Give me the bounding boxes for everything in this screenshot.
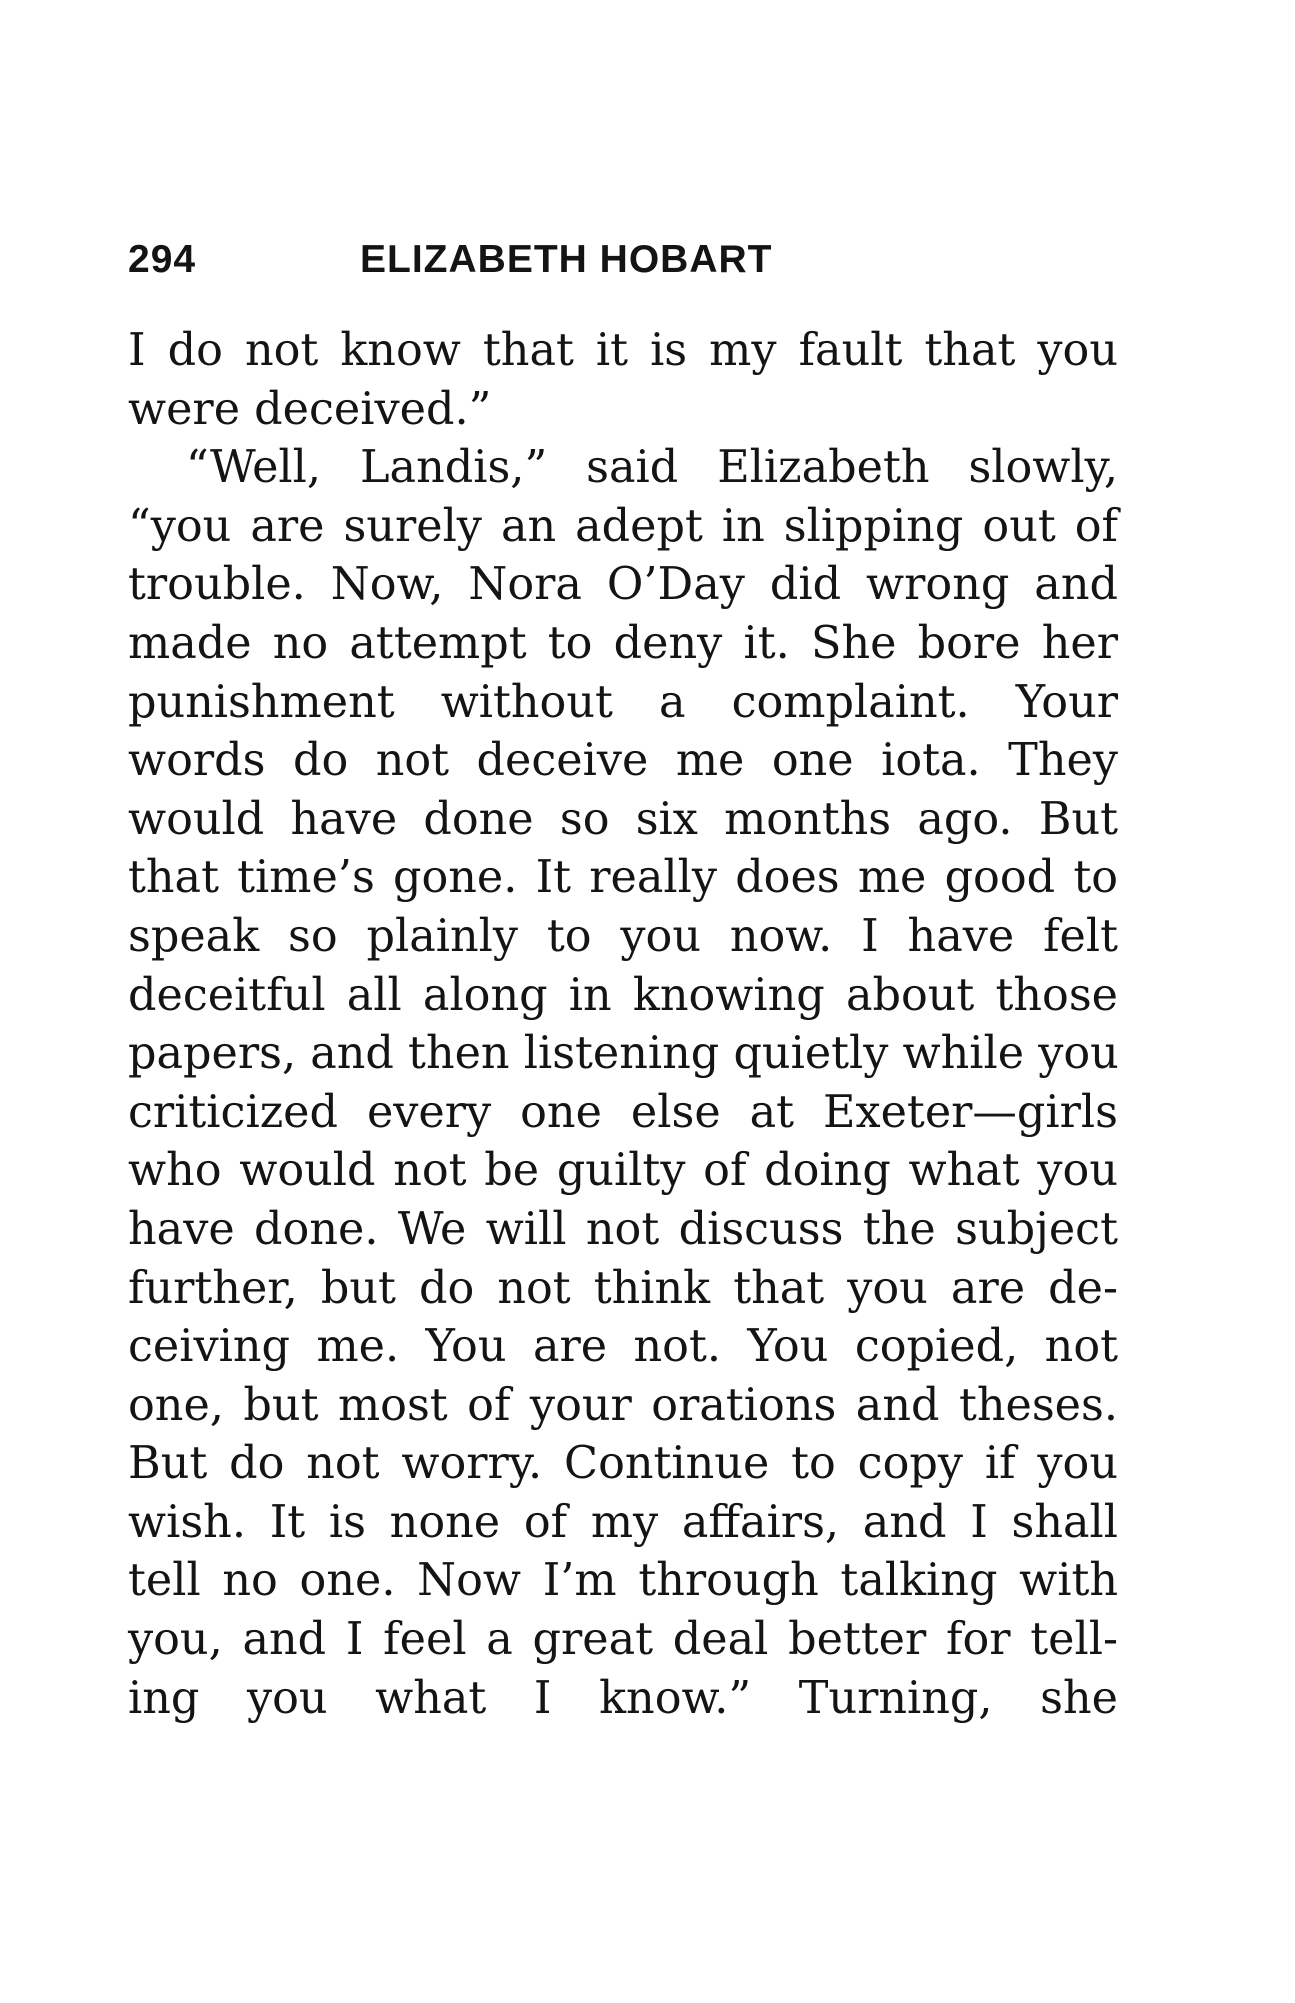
text-line: deceitful all along in knowing about those (128, 969, 1118, 1021)
body-text (128, 322, 1118, 1728)
text-line: words do not deceive me one iota. They (128, 735, 1118, 787)
text-line: trouble. Now, Nora O’Day did wrong and (128, 559, 1118, 611)
text-line: would have done so six months ago. But (128, 793, 1118, 845)
text-line: further, but do not think that you are de- (128, 1262, 1118, 1314)
text-line: criticized every one else at Exeter—girls (128, 1086, 1118, 1138)
text-line: ing you what I know.” Turning, she (128, 1672, 1118, 1724)
text-line: But do not worry. Continue to copy if you (128, 1438, 1118, 1490)
text-line: “Well, Landis,” said Elizabeth slowly, (186, 442, 1118, 494)
page-number: 294 (128, 238, 197, 281)
text-line: one, but most of your orations and theses. (128, 1379, 1118, 1431)
text-line: ceiving me. You are not. You copied, not (128, 1321, 1118, 1373)
page-header (128, 238, 1128, 298)
text-line: I do not know that it is my fault that you (128, 325, 1118, 376)
text-line: “you are surely an adept in slipping out of (128, 500, 1118, 552)
text-line: papers, and then listening quietly while you (128, 1028, 1119, 1080)
text-line: made no attempt to deny it. She bore her (128, 617, 1118, 669)
running-head: ELIZABETH HOBART (360, 238, 773, 281)
text-line: wish. It is none of my affairs, and I shall (128, 1496, 1118, 1548)
text-line: tell no one. Now I’m through talking with (128, 1555, 1118, 1607)
text-line: punishment without a complaint. Your (128, 676, 1118, 728)
text-line: who would not be guilty of doing what you (128, 1145, 1118, 1197)
text-line: were deceived.” (128, 383, 492, 435)
text-line: you, and I feel a great deal better for tell- (128, 1614, 1118, 1666)
text-line: have done. We will not discuss the subject (128, 1203, 1118, 1255)
text-line: speak so plainly to you now. I have felt (128, 910, 1118, 962)
text-line: that time’s gone. It really does me good to (128, 852, 1118, 904)
